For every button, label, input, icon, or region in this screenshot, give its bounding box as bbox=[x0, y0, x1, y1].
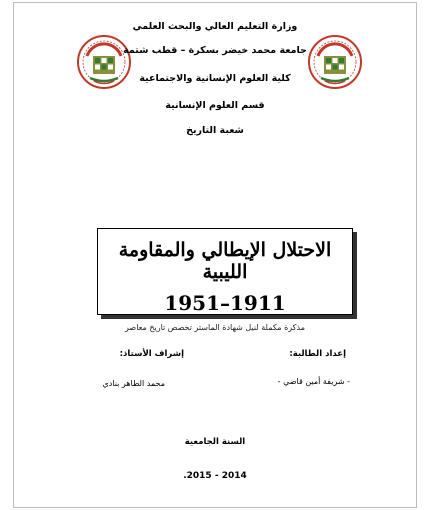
ministry-name: وزارة التعليم العالي والبحث العلمي bbox=[132, 21, 298, 32]
branch-name: شعبة التاريخ bbox=[186, 125, 244, 136]
thesis-years: 1951–1911 bbox=[164, 291, 286, 315]
academic-year-label: السنة الجامعية bbox=[184, 437, 246, 447]
supervisor-label: إشراف الأستاذ: bbox=[119, 349, 184, 359]
faculty-name: كلية العلوم الإنسانية والاجتماعية bbox=[139, 73, 291, 84]
academic-year-value: 2014 - 2015. bbox=[183, 471, 247, 481]
thesis-description: مذكرة مكملة لنيل شهادة الماستر تخصص تاريخ معاصر bbox=[125, 323, 305, 332]
thesis-title-box bbox=[97, 228, 353, 315]
student-name: - شريفة أمين قاضي - bbox=[277, 377, 350, 386]
supervisor-name: محمد الطاهر بنادي bbox=[102, 379, 165, 388]
thesis-title: الاحتلال الإيطالي والمقاومة الليبية bbox=[118, 239, 332, 283]
university-name: جامعة محمد خيضر بسكرة – قطب شتمة bbox=[123, 45, 307, 56]
department-name: قسم العلوم الإنسانية bbox=[165, 100, 265, 111]
student-label: إعداد الطالبة: bbox=[289, 349, 346, 359]
